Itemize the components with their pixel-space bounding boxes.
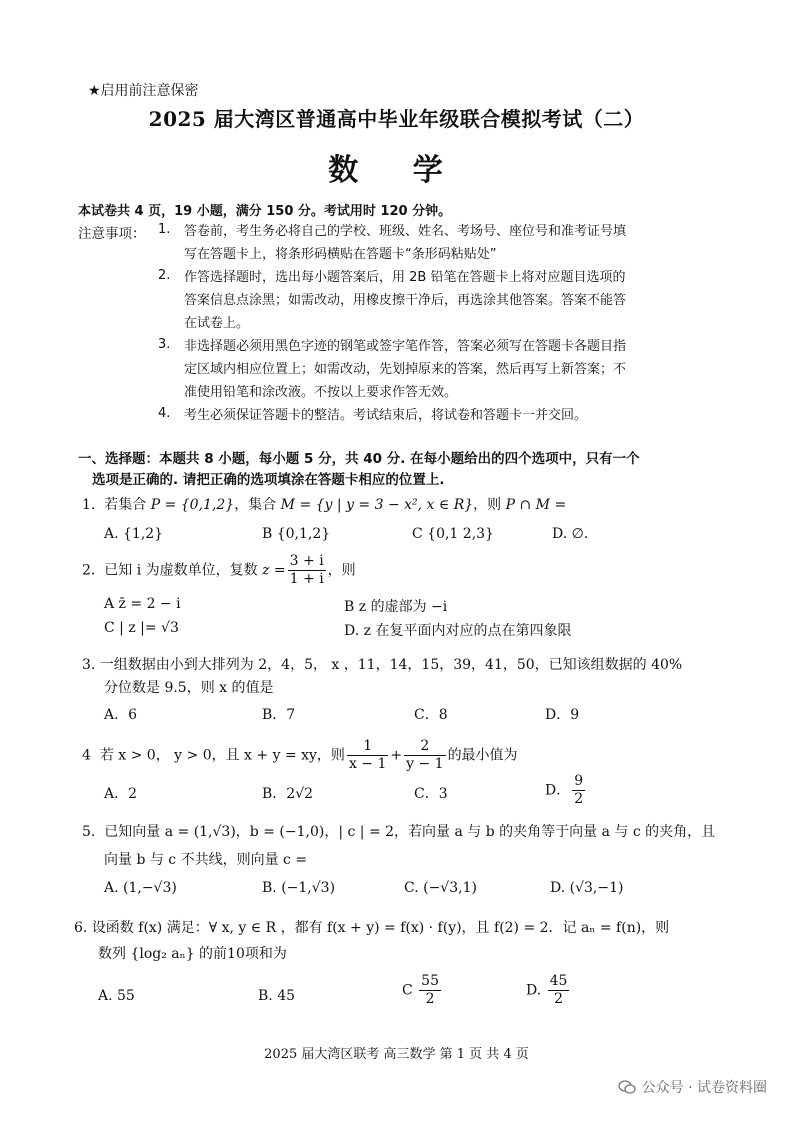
option-c xyxy=(402,973,443,1008)
numerator: 45 xyxy=(549,973,568,989)
denominator: y − 1 xyxy=(406,756,444,772)
option-b: B. 45 xyxy=(258,988,296,1004)
watermark xyxy=(618,1077,767,1097)
numerator: 3 + i xyxy=(289,553,324,569)
notice-number: 2. xyxy=(158,268,171,283)
set-p: P = {0,1,2} xyxy=(150,497,235,513)
numerator: 1 xyxy=(347,738,388,756)
page-footer: 2025 届大湾区联考 高三数学 第 1 页 共 4 页 xyxy=(264,1047,529,1062)
option-c: C．3 xyxy=(414,786,448,802)
option-d xyxy=(545,773,587,808)
option-d: D. (√3,−1) xyxy=(550,880,624,896)
notice-list xyxy=(158,220,718,427)
denominator: 2 xyxy=(554,991,564,1007)
exam-intro: 本试卷共 4 页，19 小题，满分 150 分。考试用时 120 分钟。 xyxy=(78,204,452,219)
notice-number: 1. xyxy=(158,222,171,237)
option-c: C. (−√3,1) xyxy=(404,880,477,896)
option-b: B. (−1,√3) xyxy=(262,880,336,896)
option-a: A. (1,−√3) xyxy=(104,880,177,896)
notice-line: 在试卷上。 xyxy=(184,316,250,331)
option-b: B z 的虚部为 −i xyxy=(344,599,448,615)
notice-item xyxy=(158,220,718,266)
option-a: A．2 xyxy=(104,786,138,802)
notice-number: 4. xyxy=(158,406,171,421)
question-stem: 已知向量 a = (1,√3)，b = (−1,0)，| c | = 2，若向量 a 与 b 的夹角等于向量 a 与 c 的夹角，且 xyxy=(104,824,716,840)
notice-label: 注意事项： xyxy=(78,226,146,242)
question-stem: 的最小值为 xyxy=(447,747,518,764)
option-d: D. z 在复平面内对应的点在第四象限 xyxy=(344,623,572,639)
question-stem: 若 x > 0， y > 0，且 x + y = xy，则 xyxy=(99,747,345,764)
wechat-icon xyxy=(618,1080,636,1094)
question-stem: 若集合 xyxy=(104,497,151,513)
question-number: 3. xyxy=(82,657,96,673)
question-2 xyxy=(82,553,356,588)
fraction xyxy=(572,773,585,808)
question-stem: 一组数据由小到大排列为 2，4，5， x ，11，14，15，39，41，50，已知该组数据的 40% xyxy=(99,657,683,673)
fraction xyxy=(548,973,570,1008)
subject-title: 数 学 xyxy=(328,153,465,188)
question-4 xyxy=(82,738,518,773)
option-a: A. 55 xyxy=(98,988,135,1004)
exam-title: 2025 届大湾区普通高中毕业年级联合模拟考试（二） xyxy=(148,107,645,131)
notice-number: 3. xyxy=(158,337,171,352)
question-ask: P ∩ M = xyxy=(505,497,567,513)
question-stem: 向量 b 与 c 不共线，则向量 c = xyxy=(104,852,308,868)
question-number: 6. xyxy=(74,920,88,936)
question-stem: 数列 {log₂ aₙ} 的前10项和为 xyxy=(98,946,287,962)
notice-line: 作答选择题时，选出每小题答案后，用 2B 铅笔在答题卡上将对应题目选项的 xyxy=(184,270,626,285)
question-number: 5. xyxy=(82,824,96,840)
notice-line: 准使用铅笔和涂改液。不按以上要求作答无效。 xyxy=(184,385,458,400)
variable-z: z = xyxy=(262,562,286,579)
fraction xyxy=(419,973,441,1008)
question-stem: 已知 i 为虚数单位，复数 xyxy=(104,562,263,579)
option-c: C．8 xyxy=(414,707,448,723)
fraction xyxy=(347,738,388,773)
notice-line: 非选择题必须用黑色字迹的钢笔或签字笔作答，答案必须写在答题卡各题目指 xyxy=(184,339,627,354)
question-stem: ，则 xyxy=(473,497,506,513)
notice-line: 答卷前，考生务必将自己的学校、班级、姓名、考场号、座位号和准考证号填 xyxy=(184,224,627,239)
section-line: 选项是正确的. 请把正确的选项填涂在答题卡相应的位置上. xyxy=(92,472,445,488)
question-6 xyxy=(74,918,764,938)
option-d: D．9 xyxy=(545,707,580,723)
fraction xyxy=(404,738,445,773)
notice-item xyxy=(158,404,718,427)
denominator: 1 + i xyxy=(289,571,324,587)
question-stem: 分位数是 9.5，则 x 的值是 xyxy=(104,680,274,696)
option-a: A．6 xyxy=(104,707,138,723)
question-stem: 设函数 f(x) 满足：∀ x, y ∈ R ，都有 f(x + y) = f(x) · f(y)，且 f(2) = 2．记 aₙ = f(n)，则 xyxy=(91,920,670,936)
fraction xyxy=(288,553,326,588)
notice-line: 定区域内相应位置上；如需改动，先划掉原来的答案，然后再写上新答案；不 xyxy=(184,362,627,377)
notice-item xyxy=(158,266,718,335)
denominator: 2 xyxy=(574,791,584,807)
plus-sign: + xyxy=(390,747,403,764)
notice-line: 写在答题卡上，将条形码横贴在答题卡“条形码粘贴处” xyxy=(184,247,497,262)
confidential-mark: ★启用前注意保密 xyxy=(88,83,199,99)
option-label: C xyxy=(402,982,413,999)
denominator: 2 xyxy=(425,991,435,1007)
option-b: B．2√2 xyxy=(262,786,314,802)
set-m: M = {y | y = 3 − x², x ∈ R} xyxy=(280,497,474,513)
option-d: D. ∅. xyxy=(552,526,589,542)
option-b: B {0,1,2} xyxy=(262,526,331,542)
numerator: 55 xyxy=(421,973,439,989)
option-label: D． xyxy=(545,782,571,799)
question-number: 4 xyxy=(82,747,91,764)
numerator: 2 xyxy=(404,738,445,756)
denominator: x − 1 xyxy=(348,756,387,772)
question-number: 1. xyxy=(82,497,96,513)
option-a: A z̄ = 2 − i xyxy=(104,596,181,612)
question-1 xyxy=(82,495,566,515)
question-stem: ，集合 xyxy=(234,497,281,513)
option-b: B．7 xyxy=(262,707,296,723)
option-c: C | z |= √3 xyxy=(104,620,179,636)
notice-line: 答案信息点涂黑；如需改动，用橡皮擦干净后，再选涂其他答案。答案不能答 xyxy=(184,293,627,308)
section-line: 一、选择题：本题共 8 小题，每小题 5 分，共 40 分. 在每小题给出的四个选项中，只有一个 xyxy=(78,451,640,467)
option-c: C {0,1 2,3} xyxy=(412,526,494,542)
option-d xyxy=(526,973,571,1008)
question-stem: ，则 xyxy=(327,562,356,579)
watermark-text: 公众号 · 试卷资料圈 xyxy=(641,1080,767,1096)
notice-line: 考生必须保证答题卡的整洁。考试结束后，将试卷和答题卡一并交回。 xyxy=(184,408,588,423)
option-a: A. {1,2} xyxy=(104,526,164,542)
option-label: D. xyxy=(526,982,542,999)
notice-item xyxy=(158,335,718,404)
question-number: 2. xyxy=(82,562,96,579)
section-heading xyxy=(78,449,728,491)
numerator: 9 xyxy=(574,773,584,789)
question-3 xyxy=(82,655,682,675)
question-5 xyxy=(82,822,715,842)
